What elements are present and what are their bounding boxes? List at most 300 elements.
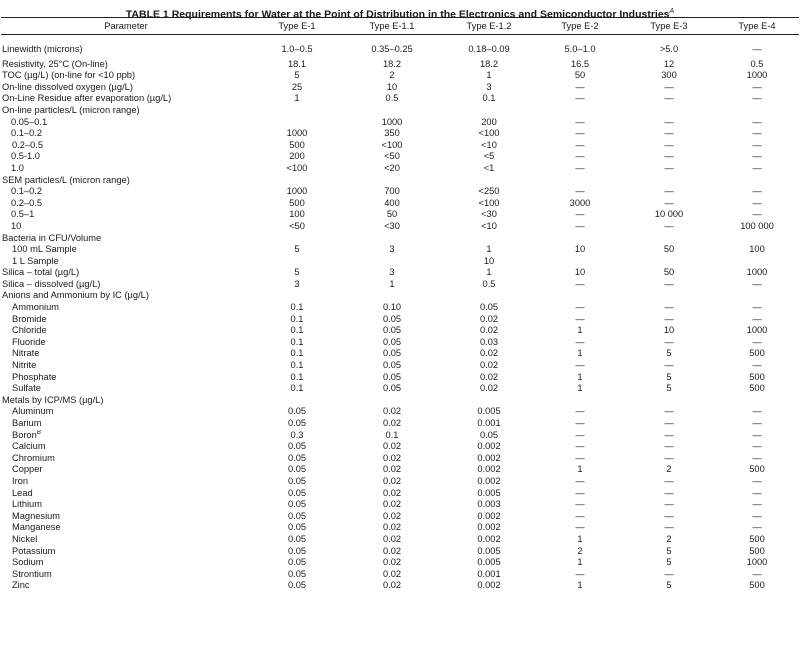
table-title bbox=[0, 0, 800, 21]
value-cell: — bbox=[664, 475, 674, 486]
value-cell bbox=[623, 395, 715, 407]
parameter-label: Linewidth (microns) bbox=[2, 44, 83, 54]
value-cell bbox=[251, 233, 343, 245]
value-cell bbox=[441, 175, 537, 187]
value-cell: 500 bbox=[749, 545, 765, 556]
value-cell bbox=[537, 175, 623, 187]
value-cell: — bbox=[664, 360, 674, 371]
column-header-parameter: Parameter bbox=[1, 18, 251, 35]
value-cell: 1000 bbox=[746, 70, 768, 81]
table-row bbox=[1, 499, 799, 511]
table-row bbox=[1, 140, 799, 152]
parameter-cell bbox=[1, 59, 251, 71]
parameter-cell bbox=[1, 314, 251, 326]
value-cell: 0.002 bbox=[477, 464, 501, 475]
table-row bbox=[1, 430, 799, 442]
value-cell: 10 bbox=[483, 255, 495, 266]
value-cell: — bbox=[664, 510, 674, 521]
parameter-label: 0.5–1 bbox=[11, 209, 35, 220]
parameter-label: Sodium bbox=[12, 557, 44, 568]
value-cell: 0.02 bbox=[382, 557, 402, 568]
value-cell: <100 bbox=[381, 139, 403, 150]
parameter-label: On-line dissolved oxygen (µg/L) bbox=[2, 81, 133, 92]
value-cell bbox=[715, 395, 799, 407]
value-cell: 0.1 bbox=[290, 348, 304, 359]
parameter-label: Chromium bbox=[12, 452, 55, 463]
table-row bbox=[1, 151, 799, 163]
parameter-cell bbox=[1, 534, 251, 546]
parameter-label: Calcium bbox=[12, 441, 46, 452]
parameter-cell bbox=[1, 198, 251, 210]
value-cell: — bbox=[752, 197, 762, 208]
parameter-label: 10 bbox=[11, 220, 22, 231]
value-cell: <10 bbox=[481, 139, 497, 150]
value-cell: 500 bbox=[749, 533, 765, 544]
value-cell: 5 bbox=[666, 371, 672, 382]
value-cell: 1 bbox=[577, 383, 583, 394]
value-cell: 500 bbox=[749, 383, 765, 394]
value-cell: — bbox=[664, 429, 674, 440]
value-cell: — bbox=[664, 81, 674, 92]
parameter-cell bbox=[1, 337, 251, 349]
value-cell: — bbox=[664, 139, 674, 150]
parameter-cell bbox=[1, 290, 251, 302]
parameter-label: 1 L Sample bbox=[12, 255, 59, 266]
value-cell bbox=[343, 233, 441, 245]
value-cell: — bbox=[664, 197, 674, 208]
parameter-label: Bacteria in CFU/Volume bbox=[2, 232, 102, 243]
value-cell: 0.05 bbox=[287, 475, 307, 486]
value-cell: — bbox=[752, 151, 762, 162]
parameter-cell bbox=[1, 580, 251, 592]
value-cell: 2 bbox=[389, 70, 395, 81]
value-cell bbox=[537, 395, 623, 407]
value-cell: 100 bbox=[289, 209, 305, 220]
value-cell: 5.0–1.0 bbox=[564, 44, 596, 54]
value-cell: — bbox=[664, 418, 674, 428]
table-title-text: TABLE 1 Requirements for Water at the Point of Distribution in the Electronics and Semiconductor Industries bbox=[125, 8, 670, 21]
parameter-label: Anions and Ammonium by IC (µg/L) bbox=[2, 290, 149, 301]
table-row bbox=[1, 35, 799, 59]
value-cell: 1 bbox=[486, 244, 492, 255]
parameter-cell bbox=[1, 453, 251, 465]
table-row bbox=[1, 70, 799, 82]
value-cell: — bbox=[575, 116, 585, 127]
parameter-label: Ammonium bbox=[12, 302, 60, 313]
value-cell bbox=[343, 395, 441, 407]
value-cell bbox=[251, 395, 343, 407]
value-cell: 1 bbox=[577, 533, 583, 544]
value-cell bbox=[715, 175, 799, 187]
table-row bbox=[1, 59, 799, 71]
value-cell: <30 bbox=[384, 220, 400, 231]
parameter-cell bbox=[1, 35, 251, 59]
parameter-label: Phosphate bbox=[12, 371, 57, 382]
parameter-cell bbox=[1, 325, 251, 337]
value-cell: 0.05 bbox=[287, 406, 307, 417]
parameter-label: Manganese bbox=[12, 522, 61, 533]
value-cell: — bbox=[752, 302, 762, 313]
value-cell: — bbox=[575, 568, 585, 579]
value-cell: — bbox=[575, 441, 585, 452]
column-header-type-e-1-1: Type E-1.1 bbox=[343, 18, 441, 35]
parameter-cell bbox=[1, 151, 251, 163]
value-cell bbox=[623, 175, 715, 187]
value-cell: 5 bbox=[294, 267, 300, 278]
value-cell: — bbox=[575, 499, 585, 510]
table-row bbox=[1, 221, 799, 233]
table-row bbox=[1, 209, 799, 221]
value-cell bbox=[715, 105, 799, 117]
parameter-cell bbox=[1, 406, 251, 418]
value-cell: 0.002 bbox=[477, 533, 501, 544]
value-cell bbox=[623, 233, 715, 245]
value-cell: 5 bbox=[666, 348, 672, 359]
value-cell: — bbox=[752, 406, 762, 417]
value-cell: — bbox=[664, 162, 674, 173]
value-cell: — bbox=[752, 93, 762, 104]
value-cell: <100 bbox=[286, 162, 308, 173]
value-cell: 0.03 bbox=[479, 336, 499, 347]
value-cell: 1 bbox=[577, 371, 583, 382]
value-cell: 700 bbox=[384, 186, 400, 197]
value-cell: 500 bbox=[289, 139, 305, 150]
value-cell: — bbox=[575, 220, 585, 231]
value-cell: 0.02 bbox=[479, 313, 499, 324]
value-cell: — bbox=[664, 278, 674, 289]
parameter-cell bbox=[1, 372, 251, 384]
value-cell: 1 bbox=[486, 267, 492, 278]
parameter-label: 0.2–0.5 bbox=[12, 139, 44, 150]
value-cell: 0.02 bbox=[479, 348, 499, 359]
value-cell: <1 bbox=[483, 162, 495, 173]
value-cell: 0.02 bbox=[382, 418, 402, 428]
value-cell: — bbox=[575, 151, 585, 162]
parameter-label: Copper bbox=[12, 464, 43, 475]
value-cell: >5.0 bbox=[659, 44, 679, 54]
value-cell: — bbox=[575, 418, 585, 428]
parameter-cell bbox=[1, 163, 251, 175]
value-cell: 0.05 bbox=[287, 452, 307, 463]
value-cell bbox=[441, 395, 537, 407]
value-cell: 0.005 bbox=[477, 545, 501, 556]
value-cell bbox=[537, 105, 623, 117]
value-cell: 25 bbox=[291, 81, 303, 92]
value-cell: 0.05 bbox=[287, 522, 307, 533]
value-cell: 0.02 bbox=[382, 475, 402, 486]
value-cell: — bbox=[664, 220, 674, 231]
value-cell: — bbox=[752, 128, 762, 139]
table-row bbox=[1, 511, 799, 523]
parameter-label: Fluoride bbox=[12, 336, 46, 347]
value-cell: 0.3 bbox=[290, 429, 304, 440]
parameter-label: Boron bbox=[12, 429, 37, 440]
value-cell bbox=[537, 233, 623, 245]
table-row bbox=[1, 476, 799, 488]
value-cell: — bbox=[575, 429, 585, 440]
value-cell: 0.05 bbox=[382, 348, 402, 359]
value-cell: 0.05 bbox=[382, 371, 402, 382]
value-cell: 0.005 bbox=[477, 557, 501, 568]
value-cell: — bbox=[575, 360, 585, 371]
parameter-label: 0.2–0.5 bbox=[11, 197, 43, 208]
parameter-label: Sulfate bbox=[12, 383, 41, 394]
table-row bbox=[1, 441, 799, 453]
value-cell bbox=[715, 290, 799, 302]
value-cell: 1000 bbox=[746, 557, 768, 568]
parameter-label: On-line particles/L (micron range) bbox=[2, 104, 140, 115]
value-cell: 10 bbox=[663, 325, 675, 336]
table-row bbox=[1, 175, 799, 187]
value-cell: 50 bbox=[663, 267, 675, 278]
parameter-label: Strontium bbox=[12, 568, 52, 579]
value-cell: 500 bbox=[749, 371, 765, 382]
value-cell: 0.002 bbox=[477, 441, 501, 452]
value-cell: — bbox=[752, 510, 762, 521]
table-row bbox=[1, 360, 799, 372]
value-cell: 0.1 bbox=[290, 336, 304, 347]
value-cell: — bbox=[575, 336, 585, 347]
value-cell: — bbox=[575, 278, 585, 289]
parameter-cell bbox=[1, 221, 251, 233]
value-cell: 3 bbox=[486, 81, 492, 92]
value-cell: 0.35–0.25 bbox=[371, 44, 413, 54]
value-cell bbox=[623, 105, 715, 117]
value-cell: 400 bbox=[384, 197, 400, 208]
table-row bbox=[1, 256, 799, 268]
value-cell: 0.02 bbox=[382, 510, 402, 521]
value-cell: 1000 bbox=[746, 325, 768, 336]
value-cell: — bbox=[752, 360, 762, 371]
value-cell: 5 bbox=[294, 70, 300, 81]
value-cell: — bbox=[752, 209, 762, 220]
value-cell: 0.05 bbox=[479, 302, 499, 313]
value-cell: — bbox=[752, 162, 762, 173]
parameter-label: TOC (µg/L) (on-line for <10 ppb) bbox=[2, 70, 136, 81]
parameter-label: Chloride bbox=[12, 325, 47, 336]
value-cell: 5 bbox=[294, 244, 300, 255]
value-cell: 0.1 bbox=[482, 93, 496, 104]
parameter-label: Resistivity, 25°C (On-line) bbox=[2, 58, 108, 69]
value-cell: — bbox=[664, 116, 674, 127]
value-cell: 0.002 bbox=[477, 452, 501, 463]
value-cell: 0.1 bbox=[290, 371, 304, 382]
value-cell: — bbox=[575, 510, 585, 521]
value-cell: 3 bbox=[294, 278, 300, 289]
value-cell bbox=[441, 105, 537, 117]
value-cell: — bbox=[752, 116, 762, 127]
column-header-type-e-3: Type E-3 bbox=[623, 18, 715, 35]
parameter-label: Potassium bbox=[12, 545, 56, 556]
parameter-label: Zinc bbox=[12, 580, 30, 591]
table-row bbox=[1, 290, 799, 302]
value-cell: <100 bbox=[478, 197, 500, 208]
value-cell: 0.02 bbox=[479, 360, 499, 371]
value-cell: 16.5 bbox=[570, 58, 590, 69]
parameter-cell bbox=[1, 140, 251, 152]
table-row bbox=[1, 279, 799, 291]
table-row bbox=[1, 314, 799, 326]
parameter-label: 0.1–0.2 bbox=[11, 186, 43, 197]
value-cell bbox=[623, 256, 715, 268]
value-cell: — bbox=[575, 81, 585, 92]
value-cell: 1000 bbox=[286, 186, 308, 197]
value-cell: — bbox=[664, 128, 674, 139]
value-cell: 0.02 bbox=[382, 441, 402, 452]
value-cell: <250 bbox=[478, 186, 500, 197]
value-cell: — bbox=[664, 441, 674, 452]
value-cell: — bbox=[664, 186, 674, 197]
table-body bbox=[1, 35, 799, 592]
parameter-cell bbox=[1, 522, 251, 534]
parameter-label: Aluminum bbox=[12, 406, 54, 417]
value-cell: — bbox=[664, 336, 674, 347]
table-row bbox=[1, 534, 799, 546]
value-cell: 0.02 bbox=[479, 325, 499, 336]
table-row bbox=[1, 105, 799, 117]
value-cell: 50 bbox=[663, 244, 675, 255]
table-row bbox=[1, 522, 799, 534]
value-cell: 0.02 bbox=[382, 580, 402, 591]
parameter-cell bbox=[1, 175, 251, 187]
value-cell: 10 bbox=[574, 244, 586, 255]
value-cell: 500 bbox=[749, 348, 765, 359]
value-cell: 1 bbox=[577, 348, 583, 359]
value-cell: 0.02 bbox=[382, 487, 402, 498]
parameter-cell bbox=[1, 395, 251, 407]
value-cell: 0.1 bbox=[290, 383, 304, 394]
column-header-type-e-2: Type E-2 bbox=[537, 18, 623, 35]
value-cell: — bbox=[575, 487, 585, 498]
parameter-cell bbox=[1, 418, 251, 430]
table-row bbox=[1, 128, 799, 140]
value-cell: — bbox=[575, 139, 585, 150]
parameter-label: Silica – total (µg/L) bbox=[2, 267, 80, 278]
value-cell: 2 bbox=[666, 533, 672, 544]
value-cell: 1 bbox=[577, 325, 583, 336]
parameter-label: 100 mL Sample bbox=[12, 244, 77, 255]
parameter-cell bbox=[1, 430, 251, 442]
value-cell: 5 bbox=[666, 557, 672, 568]
value-cell: 3 bbox=[389, 267, 395, 278]
value-cell bbox=[715, 233, 799, 245]
value-cell: 0.05 bbox=[382, 313, 402, 324]
value-cell: — bbox=[752, 278, 762, 289]
value-cell: — bbox=[752, 429, 762, 440]
parameter-cell bbox=[1, 128, 251, 140]
value-cell: — bbox=[664, 568, 674, 579]
value-cell: — bbox=[752, 186, 762, 197]
footnote-marker: B bbox=[36, 429, 41, 436]
value-cell: 0.05 bbox=[287, 418, 307, 428]
value-cell: 0.05 bbox=[287, 441, 307, 452]
value-cell: — bbox=[575, 406, 585, 417]
table-row bbox=[1, 163, 799, 175]
value-cell bbox=[441, 233, 537, 245]
table-row bbox=[1, 117, 799, 129]
value-cell: 0.02 bbox=[382, 533, 402, 544]
parameter-cell bbox=[1, 267, 251, 279]
value-cell: 100 000 bbox=[740, 220, 774, 231]
value-cell: <10 bbox=[481, 220, 497, 231]
value-cell: 1000 bbox=[286, 128, 308, 139]
parameter-label: Iron bbox=[12, 475, 29, 486]
value-cell: — bbox=[752, 475, 762, 486]
parameter-label: Magnesium bbox=[12, 510, 61, 521]
value-cell: 18.2 bbox=[479, 58, 499, 69]
value-cell: 12 bbox=[663, 58, 675, 69]
value-cell: 1 bbox=[577, 557, 583, 568]
parameter-cell bbox=[1, 256, 251, 268]
parameter-label: Nickel bbox=[12, 533, 38, 544]
value-cell: — bbox=[752, 313, 762, 324]
value-cell: 0.002 bbox=[477, 580, 501, 591]
table-row bbox=[1, 302, 799, 314]
value-cell: — bbox=[752, 499, 762, 510]
table-row bbox=[1, 453, 799, 465]
value-cell: 0.1 bbox=[290, 325, 304, 336]
value-cell: — bbox=[752, 487, 762, 498]
value-cell: 0.05 bbox=[287, 499, 307, 510]
value-cell: — bbox=[664, 406, 674, 417]
value-cell: 1 bbox=[486, 70, 492, 81]
value-cell bbox=[251, 175, 343, 187]
table-row bbox=[1, 406, 799, 418]
value-cell: 200 bbox=[289, 151, 305, 162]
parameter-cell bbox=[1, 93, 251, 105]
value-cell: 1000 bbox=[381, 116, 403, 127]
parameter-cell bbox=[1, 569, 251, 581]
value-cell: 300 bbox=[661, 70, 677, 81]
parameter-cell bbox=[1, 117, 251, 129]
value-cell: — bbox=[664, 302, 674, 313]
value-cell: 350 bbox=[384, 128, 400, 139]
value-cell: 50 bbox=[574, 70, 586, 81]
value-cell bbox=[343, 175, 441, 187]
value-cell: 1 bbox=[294, 93, 300, 104]
value-cell: 0.005 bbox=[477, 406, 501, 417]
value-cell: 0.05 bbox=[287, 545, 307, 556]
value-cell: 0.001 bbox=[477, 568, 501, 579]
value-cell: 0.02 bbox=[382, 499, 402, 510]
value-cell: 0.001 bbox=[477, 418, 501, 428]
value-cell bbox=[537, 256, 623, 268]
value-cell: 0.5 bbox=[750, 58, 764, 69]
table-row bbox=[1, 186, 799, 198]
table-row bbox=[1, 233, 799, 245]
parameter-label: 0.1–0.2 bbox=[11, 128, 43, 139]
parameter-cell bbox=[1, 186, 251, 198]
value-cell: 0.02 bbox=[382, 568, 402, 579]
value-cell: — bbox=[752, 81, 762, 92]
value-cell: — bbox=[575, 93, 585, 104]
value-cell: 10 000 bbox=[654, 209, 684, 220]
table-row bbox=[1, 464, 799, 476]
column-header-type-e-1: Type E-1 bbox=[251, 18, 343, 35]
value-cell: 0.05 bbox=[382, 360, 402, 371]
value-cell: 2 bbox=[666, 464, 672, 475]
value-cell: — bbox=[752, 418, 762, 428]
table-row bbox=[1, 418, 799, 430]
value-cell: 2 bbox=[577, 545, 583, 556]
value-cell: 0.5 bbox=[482, 278, 496, 289]
value-cell: <5 bbox=[483, 151, 495, 162]
parameter-cell bbox=[1, 488, 251, 500]
value-cell: 1 bbox=[389, 278, 395, 289]
parameter-label: Metals by ICP/MS (µg/L) bbox=[2, 394, 104, 405]
value-cell bbox=[343, 105, 441, 117]
value-cell: 0.05 bbox=[382, 383, 402, 394]
